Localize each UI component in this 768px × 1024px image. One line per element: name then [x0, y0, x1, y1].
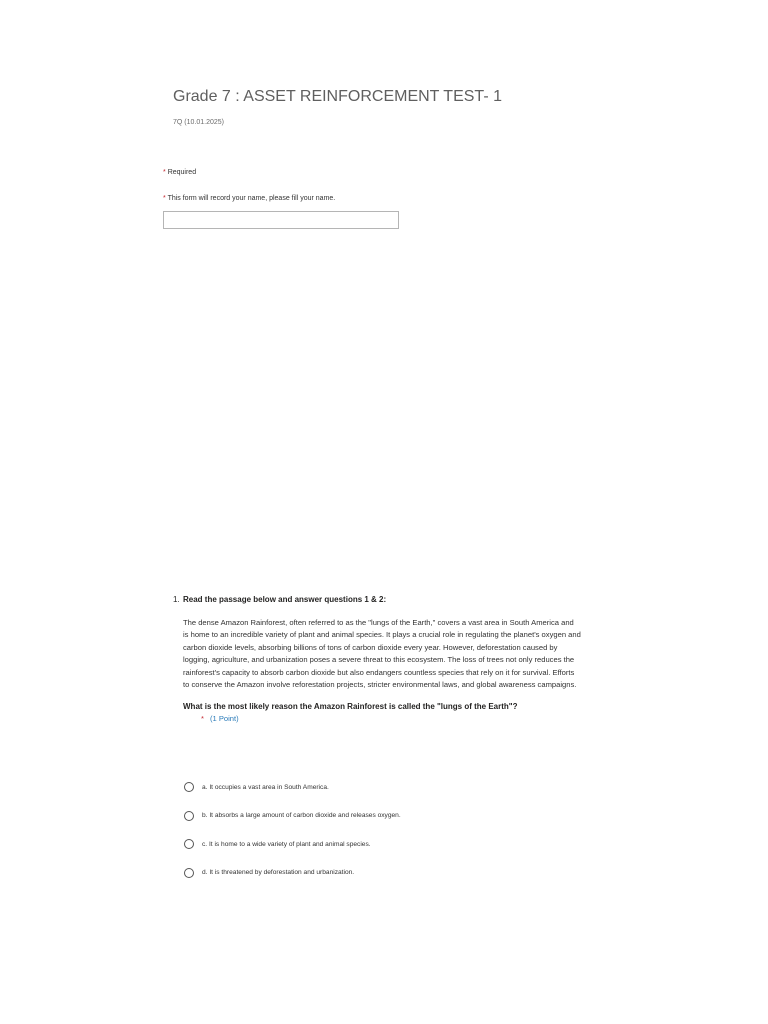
question-required-star: *: [201, 714, 204, 724]
question-header-text: Read the passage below and answer questions 1 & 2:: [183, 595, 387, 604]
name-required-star: *: [163, 195, 166, 202]
option-d[interactable]: [184, 867, 401, 879]
form-title: Grade 7 : ASSET REINFORCEMENT TEST- 1: [173, 88, 502, 105]
option-c[interactable]: [184, 838, 401, 850]
option-c-label: c. It is home to a wide variety of plant and animal species.: [202, 840, 371, 848]
option-b-label: b. It absorbs a large amount of carbon dioxide and releases oxygen.: [202, 812, 401, 819]
question-points: [201, 713, 583, 724]
radio-button-icon[interactable]: [184, 868, 194, 878]
question-header: [173, 594, 583, 605]
radio-button-icon[interactable]: [184, 839, 194, 849]
question-prompt: What is the most likely reason the Amazon Rainforest is called the "lungs of the Earth"?: [183, 702, 518, 712]
question-number: 1.: [173, 595, 180, 604]
question-1: [173, 594, 583, 724]
radio-button-icon[interactable]: [184, 782, 194, 792]
answer-options: [184, 781, 401, 895]
option-d-label: d. It is threatened by deforestation and urbanization.: [202, 869, 355, 876]
option-a-label: a. It occupies a vast area in South America.: [202, 783, 329, 791]
required-star: *: [163, 169, 166, 176]
name-input[interactable]: [163, 211, 399, 229]
radio-button-icon[interactable]: [184, 811, 194, 821]
name-notice-text: This form will record your name, please fill your name.: [167, 195, 336, 202]
question-points-text: (1 Point): [209, 714, 239, 724]
required-label: Required: [167, 169, 197, 176]
reading-passage: The dense Amazon Rainforest, often referred to as the "lungs of the Earth," covers a vast area in South America and is home to an incredible variety of plant and animal species. It plays a crucial role in regulating the planet's oxygen and carbon dioxide levels, absorbing billions of tons of carbon dioxide every year. However, deforestation caused by logging, agriculture, and urbanization poses a severe threat to this ecosystem. The loss of trees not only reduces the rainforest's capacity to absorb carbon dioxide but also endangers countless species that rely on it for survival. Efforts to conserve the Amazon involve reforestation projects, stricter environmental laws, and global awareness campaigns.: [183, 618, 581, 690]
name-notice: [163, 195, 335, 202]
option-a[interactable]: [184, 781, 401, 793]
required-note: [163, 169, 196, 176]
option-b[interactable]: [184, 810, 401, 822]
form-subtitle: 7Q (10.01.2025): [173, 119, 224, 126]
